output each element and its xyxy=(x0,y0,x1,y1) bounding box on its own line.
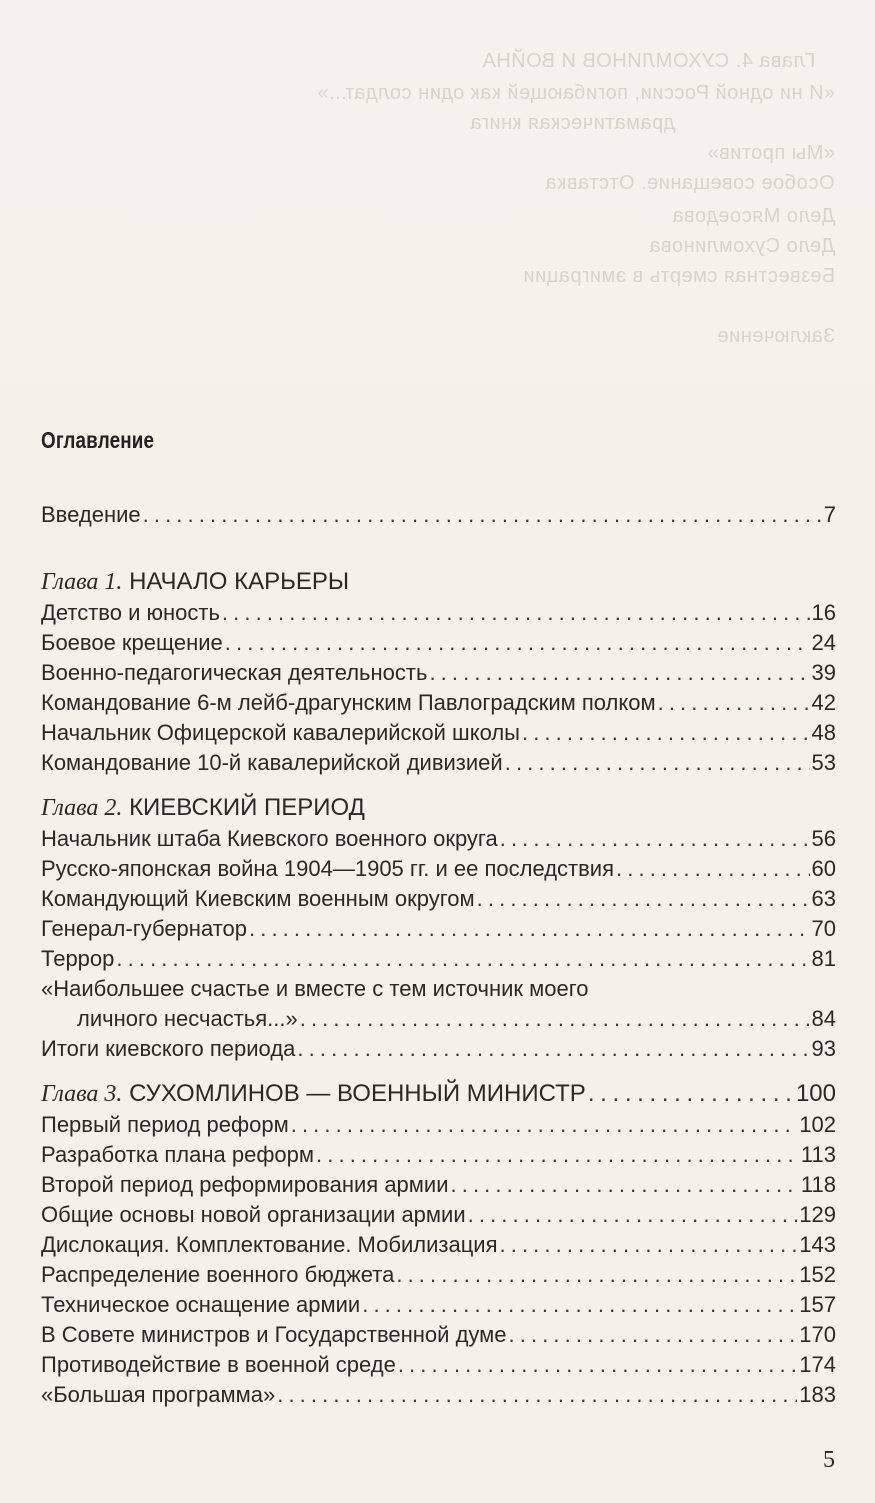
toc-entry[interactable] xyxy=(41,854,836,884)
toc-entry[interactable] xyxy=(41,1380,836,1410)
toc-entry-page: 157 xyxy=(799,1292,836,1317)
toc-entry[interactable] xyxy=(41,1230,836,1260)
toc-title: Оглавление xyxy=(41,427,155,453)
toc-entry-page: 113 xyxy=(800,1142,836,1167)
toc-entry-label-continuation: личного несчастья...» xyxy=(77,1006,298,1031)
toc-entry[interactable] xyxy=(41,1350,836,1380)
toc-entry-intro[interactable] xyxy=(41,500,836,530)
leader-dots xyxy=(505,748,810,778)
leader-dots xyxy=(222,598,810,628)
leader-dots xyxy=(225,628,810,658)
toc-entry-page: 81 xyxy=(811,946,836,971)
leader-dots xyxy=(477,884,810,914)
toc-entry[interactable] xyxy=(41,748,836,778)
toc-entry[interactable] xyxy=(41,1110,836,1140)
toc-entry-label: «Наибольшее счастье и вместе с тем источник моего xyxy=(41,976,589,1001)
toc-entry[interactable] xyxy=(41,884,836,914)
toc-entry-page: 53 xyxy=(811,750,836,775)
toc-entry-page: 70 xyxy=(811,916,836,941)
toc-entry[interactable] xyxy=(41,628,836,658)
toc-entry-page: 143 xyxy=(799,1232,836,1257)
bleed-through-line: драматическая книга xyxy=(469,112,675,134)
toc-entry[interactable] xyxy=(41,718,836,748)
toc-entry-page: 152 xyxy=(799,1262,836,1287)
leader-dots xyxy=(297,1034,809,1064)
toc-entry-label: Разработка плана реформ xyxy=(41,1142,315,1167)
toc-entry-label: Дислокация. Комплектование. Мобилизация xyxy=(41,1232,498,1257)
toc-entry-label: Командующий Киевским военным округом xyxy=(41,886,475,911)
toc-entry-label: Начальник штаба Киевского военного округа xyxy=(41,826,498,851)
toc-entry-label: Противодействие в военной среде xyxy=(41,1352,396,1377)
toc-entry-label: Командование 6-м лейб-драгунским Павлоградским полком xyxy=(41,690,656,715)
toc-entry-page: 63 xyxy=(811,886,836,911)
toc-entry[interactable] xyxy=(41,1320,836,1350)
chapter-number: Глава 1. xyxy=(41,569,123,595)
toc-entry-page: 129 xyxy=(799,1202,836,1227)
toc-entry-page: 24 xyxy=(811,630,836,655)
toc-entry-label: Боевое крещение xyxy=(41,630,223,655)
toc-entry-page: 7 xyxy=(823,502,836,527)
toc-entry[interactable] xyxy=(41,914,836,944)
leader-dots xyxy=(291,1110,798,1140)
bleed-through-line: Заключение xyxy=(716,325,835,347)
chapter-number: Глава 2. xyxy=(41,795,123,821)
chapter-number: Глава 3. xyxy=(41,1081,123,1107)
toc-entry[interactable] xyxy=(41,658,836,688)
toc-entry-page: 170 xyxy=(799,1322,836,1347)
toc-entry-page: 39 xyxy=(811,660,836,685)
toc-entry-label: Генерал-губернатор xyxy=(41,916,247,941)
toc-entry-page: 93 xyxy=(811,1036,836,1061)
leader-dots xyxy=(429,658,809,688)
toc-entry-label: Террор xyxy=(41,946,115,971)
toc-entry-page: 183 xyxy=(799,1382,836,1407)
toc-entry[interactable] xyxy=(41,824,836,854)
leader-dots xyxy=(249,914,810,944)
leader-dots xyxy=(509,1320,798,1350)
toc-entry-label: «Большая программа» xyxy=(41,1382,276,1407)
bleed-through-line: «И ни одной России, погибающей как один солдат...» xyxy=(316,82,835,104)
toc-entry-page: 60 xyxy=(811,856,836,881)
toc-entry[interactable] xyxy=(41,944,836,974)
bleed-through-area xyxy=(0,0,875,380)
toc-entry-page: 84 xyxy=(811,1006,836,1031)
toc-entry[interactable] xyxy=(41,1170,836,1200)
toc-entry[interactable] xyxy=(41,1260,836,1290)
leader-dots xyxy=(116,944,809,974)
leader-dots xyxy=(468,1200,798,1230)
toc-entry-label: Общие основы новой организации армии xyxy=(41,1202,466,1227)
chapter-heading-2[interactable] xyxy=(41,792,836,824)
leader-dots xyxy=(522,718,810,748)
leader-dots xyxy=(451,1170,799,1200)
toc-entry-page: 100 xyxy=(795,1080,836,1107)
toc-entry-label: Итоги киевского периода xyxy=(41,1036,296,1061)
toc-entry-page: 102 xyxy=(799,1112,836,1137)
chapter-title: СУХОМЛИНОВ — ВОЕННЫЙ МИНИСТР xyxy=(129,1080,586,1107)
leader-dots xyxy=(588,1078,794,1110)
leader-dots xyxy=(616,854,810,884)
toc-entry-label: В Совете министров и Государственной думе xyxy=(41,1322,507,1347)
leader-dots xyxy=(500,1230,798,1260)
bleed-through-line: Особое совещание. Отставка xyxy=(545,172,835,194)
toc-entry[interactable] xyxy=(41,1200,836,1230)
toc-entry-page: 42 xyxy=(811,690,836,715)
toc-entry-label: Второй период реформирования армии xyxy=(41,1172,449,1197)
toc-entry[interactable] xyxy=(41,688,836,718)
toc-entry-page: 48 xyxy=(811,720,836,745)
toc-entry[interactable] xyxy=(41,1290,836,1320)
toc-entry-page: 174 xyxy=(799,1352,836,1377)
toc-entry[interactable] xyxy=(41,1034,836,1064)
chapter-heading-1[interactable] xyxy=(41,566,836,598)
leader-dots xyxy=(362,1290,797,1320)
toc-entry-label: Русско-японская война 1904—1905 гг. и ее последствия xyxy=(41,856,615,881)
toc-entry-label: Начальник Офицерской кавалерийской школы xyxy=(41,720,520,745)
toc-entry-page: 118 xyxy=(800,1172,836,1197)
bleed-through-line: Дело Мясоедова xyxy=(671,205,835,227)
leader-dots xyxy=(500,824,810,854)
leader-dots xyxy=(396,1260,797,1290)
chapter-title: НАЧАЛО КАРЬЕРЫ xyxy=(129,568,350,595)
toc-entry-page: 56 xyxy=(811,826,836,851)
leader-dots xyxy=(316,1140,799,1170)
toc-entry[interactable] xyxy=(41,1140,836,1170)
toc-entry-label: Командование 10-й кавалерийской дивизией xyxy=(41,750,503,775)
toc-entry-multiline-first[interactable] xyxy=(41,974,836,1004)
bleed-through-line: Безвестная смерть в эмиграции xyxy=(522,265,835,287)
toc-entry-label: Военно-педагогическая деятельность xyxy=(41,660,428,685)
toc-entry[interactable] xyxy=(41,598,836,628)
chapter-title: КИЕВСКИЙ ПЕРИОД xyxy=(129,794,365,821)
leader-dots xyxy=(300,1004,810,1034)
leader-dots xyxy=(143,500,822,530)
bleed-through-line: Дело Сухомлинова xyxy=(648,235,835,257)
leader-dots xyxy=(398,1350,797,1380)
toc-entry-label: Распределение военного бюджета xyxy=(41,1262,395,1287)
chapter-heading-3[interactable] xyxy=(41,1078,836,1110)
toc-entry-multiline-cont[interactable] xyxy=(41,1004,836,1034)
toc-entry-label: Введение xyxy=(41,502,141,527)
page-number: 5 xyxy=(823,1447,835,1473)
toc-entry-label: Техническое оснащение армии xyxy=(41,1292,361,1317)
leader-dots xyxy=(658,688,810,718)
leader-dots xyxy=(277,1380,797,1410)
table-of-contents xyxy=(41,427,836,1410)
toc-entry-page: 16 xyxy=(811,600,836,625)
bleed-through-line: «Мы против» xyxy=(707,142,835,164)
toc-entry-label: Детство и юность xyxy=(41,600,220,625)
toc-entry-label: Первый период реформ xyxy=(41,1112,289,1137)
bleed-through-line: Глава 4. СУХОМЛИНОВ И ВОЙНА xyxy=(481,50,815,72)
